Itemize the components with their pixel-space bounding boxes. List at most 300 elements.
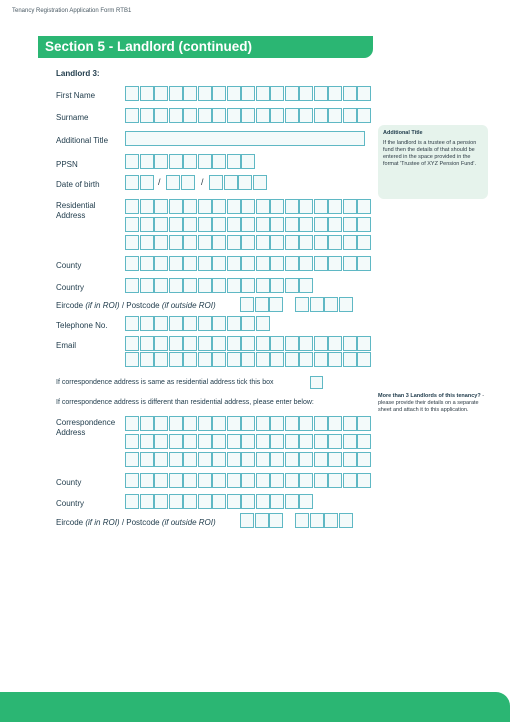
character-box[interactable]: [314, 434, 328, 449]
additional-title-field[interactable]: [125, 131, 365, 146]
character-box[interactable]: [183, 434, 197, 449]
character-box[interactable]: [256, 416, 270, 431]
character-box[interactable]: [357, 473, 371, 488]
character-box[interactable]: [125, 154, 139, 169]
character-box[interactable]: [328, 336, 342, 351]
character-box[interactable]: [328, 416, 342, 431]
character-box[interactable]: [270, 336, 284, 351]
character-box[interactable]: [241, 494, 255, 509]
character-box[interactable]: [357, 235, 371, 250]
character-box[interactable]: [212, 108, 226, 123]
character-box[interactable]: [270, 352, 284, 367]
character-box[interactable]: [314, 199, 328, 214]
character-box[interactable]: [256, 494, 270, 509]
character-box[interactable]: [154, 256, 168, 271]
character-box[interactable]: [140, 108, 154, 123]
character-box[interactable]: [299, 452, 313, 467]
character-box[interactable]: [154, 235, 168, 250]
character-box[interactable]: [285, 256, 299, 271]
character-box[interactable]: [270, 494, 284, 509]
character-box[interactable]: [154, 336, 168, 351]
character-box[interactable]: [209, 175, 223, 190]
correspondence-same-checkbox[interactable]: [310, 376, 323, 389]
character-box[interactable]: [241, 416, 255, 431]
character-box[interactable]: [256, 199, 270, 214]
character-box[interactable]: [125, 434, 139, 449]
character-box[interactable]: [357, 452, 371, 467]
character-box[interactable]: [328, 452, 342, 467]
character-box[interactable]: [183, 217, 197, 232]
character-box[interactable]: [183, 352, 197, 367]
character-box[interactable]: [256, 108, 270, 123]
character-box[interactable]: [154, 352, 168, 367]
county-field[interactable]: [125, 256, 372, 271]
character-box[interactable]: [227, 416, 241, 431]
character-box[interactable]: [227, 336, 241, 351]
character-box[interactable]: [212, 199, 226, 214]
character-box[interactable]: [241, 316, 255, 331]
character-box[interactable]: [256, 352, 270, 367]
character-box[interactable]: [299, 434, 313, 449]
character-box[interactable]: [357, 256, 371, 271]
correspondence-eircode-unique-field[interactable]: [295, 513, 353, 528]
character-box[interactable]: [227, 316, 241, 331]
character-box[interactable]: [357, 217, 371, 232]
character-box[interactable]: [183, 336, 197, 351]
character-box[interactable]: [212, 154, 226, 169]
character-box[interactable]: [198, 316, 212, 331]
character-box[interactable]: [270, 199, 284, 214]
character-box[interactable]: [299, 235, 313, 250]
character-box[interactable]: [125, 217, 139, 232]
character-box[interactable]: [285, 199, 299, 214]
correspondence-eircode-routing-field[interactable]: [240, 513, 284, 528]
dob-month-field[interactable]: [166, 175, 195, 190]
character-box[interactable]: [140, 473, 154, 488]
character-box[interactable]: [154, 473, 168, 488]
character-box[interactable]: [212, 473, 226, 488]
character-box[interactable]: [255, 297, 269, 312]
character-box[interactable]: [166, 175, 180, 190]
character-box[interactable]: [140, 217, 154, 232]
character-box[interactable]: [255, 513, 269, 528]
character-box[interactable]: [140, 416, 154, 431]
character-box[interactable]: [328, 434, 342, 449]
character-box[interactable]: [140, 154, 154, 169]
character-box[interactable]: [140, 86, 154, 101]
character-box[interactable]: [339, 513, 353, 528]
character-box[interactable]: [285, 452, 299, 467]
character-box[interactable]: [256, 278, 270, 293]
character-box[interactable]: [357, 199, 371, 214]
character-box[interactable]: [125, 235, 139, 250]
character-box[interactable]: [140, 352, 154, 367]
character-box[interactable]: [269, 297, 283, 312]
character-box[interactable]: [154, 278, 168, 293]
character-box[interactable]: [198, 86, 212, 101]
character-box[interactable]: [183, 108, 197, 123]
character-box[interactable]: [183, 278, 197, 293]
character-box[interactable]: [285, 416, 299, 431]
character-box[interactable]: [183, 199, 197, 214]
country-field[interactable]: [125, 278, 314, 293]
character-box[interactable]: [343, 256, 357, 271]
character-box[interactable]: [227, 352, 241, 367]
character-box[interactable]: [241, 199, 255, 214]
character-box[interactable]: [328, 235, 342, 250]
character-box[interactable]: [285, 494, 299, 509]
character-box[interactable]: [299, 416, 313, 431]
character-box[interactable]: [169, 199, 183, 214]
character-box[interactable]: [227, 154, 241, 169]
character-box[interactable]: [241, 86, 255, 101]
correspondence-county-field[interactable]: [125, 473, 372, 488]
character-box[interactable]: [256, 217, 270, 232]
character-box[interactable]: [314, 108, 328, 123]
character-box[interactable]: [125, 352, 139, 367]
character-box[interactable]: [328, 108, 342, 123]
character-box[interactable]: [357, 108, 371, 123]
character-box[interactable]: [183, 494, 197, 509]
character-box[interactable]: [227, 452, 241, 467]
eircode-unique-field[interactable]: [295, 297, 353, 312]
character-box[interactable]: [256, 235, 270, 250]
character-box[interactable]: [125, 336, 139, 351]
character-box[interactable]: [270, 108, 284, 123]
character-box[interactable]: [328, 199, 342, 214]
character-box[interactable]: [227, 278, 241, 293]
character-box[interactable]: [270, 452, 284, 467]
character-box[interactable]: [183, 316, 197, 331]
email-line1[interactable]: [125, 336, 372, 351]
character-box[interactable]: [169, 416, 183, 431]
character-box[interactable]: [241, 217, 255, 232]
character-box[interactable]: [125, 256, 139, 271]
character-box[interactable]: [154, 154, 168, 169]
character-box[interactable]: [270, 235, 284, 250]
character-box[interactable]: [285, 336, 299, 351]
character-box[interactable]: [169, 434, 183, 449]
character-box[interactable]: [343, 416, 357, 431]
character-box[interactable]: [227, 494, 241, 509]
character-box[interactable]: [357, 86, 371, 101]
character-box[interactable]: [240, 297, 254, 312]
character-box[interactable]: [295, 513, 309, 528]
character-box[interactable]: [285, 473, 299, 488]
character-box[interactable]: [270, 256, 284, 271]
character-box[interactable]: [154, 316, 168, 331]
character-box[interactable]: [154, 494, 168, 509]
character-box[interactable]: [212, 217, 226, 232]
character-box[interactable]: [125, 199, 139, 214]
character-box[interactable]: [140, 494, 154, 509]
character-box[interactable]: [328, 256, 342, 271]
character-box[interactable]: [241, 256, 255, 271]
character-box[interactable]: [314, 86, 328, 101]
residential-address-line2[interactable]: [125, 217, 372, 232]
character-box[interactable]: [212, 256, 226, 271]
email-line2[interactable]: [125, 352, 372, 367]
character-box[interactable]: [343, 434, 357, 449]
character-box[interactable]: [227, 108, 241, 123]
character-box[interactable]: [357, 416, 371, 431]
character-box[interactable]: [299, 217, 313, 232]
character-box[interactable]: [299, 199, 313, 214]
character-box[interactable]: [343, 108, 357, 123]
character-box[interactable]: [343, 452, 357, 467]
character-box[interactable]: [256, 86, 270, 101]
residential-address-line1[interactable]: [125, 199, 372, 214]
correspondence-address-line2[interactable]: [125, 434, 372, 449]
character-box[interactable]: [299, 108, 313, 123]
character-box[interactable]: [357, 336, 371, 351]
character-box[interactable]: [241, 278, 255, 293]
character-box[interactable]: [310, 297, 324, 312]
character-box[interactable]: [241, 352, 255, 367]
residential-address-line3[interactable]: [125, 235, 372, 250]
surname-field[interactable]: [125, 108, 372, 123]
character-box[interactable]: [125, 175, 139, 190]
character-box[interactable]: [314, 416, 328, 431]
dob-year-field[interactable]: [209, 175, 267, 190]
character-box[interactable]: [314, 336, 328, 351]
character-box[interactable]: [299, 494, 313, 509]
character-box[interactable]: [227, 199, 241, 214]
character-box[interactable]: [154, 452, 168, 467]
character-box[interactable]: [125, 86, 139, 101]
character-box[interactable]: [154, 86, 168, 101]
character-box[interactable]: [328, 473, 342, 488]
character-box[interactable]: [183, 154, 197, 169]
character-box[interactable]: [241, 434, 255, 449]
ppsn-field[interactable]: [125, 154, 256, 169]
character-box[interactable]: [140, 452, 154, 467]
character-box[interactable]: [241, 235, 255, 250]
character-box[interactable]: [299, 352, 313, 367]
character-box[interactable]: [212, 336, 226, 351]
character-box[interactable]: [125, 473, 139, 488]
character-box[interactable]: [241, 154, 255, 169]
character-box[interactable]: [324, 513, 338, 528]
character-box[interactable]: [169, 108, 183, 123]
character-box[interactable]: [140, 278, 154, 293]
character-box[interactable]: [169, 217, 183, 232]
character-box[interactable]: [140, 256, 154, 271]
correspondence-address-line3[interactable]: [125, 452, 372, 467]
character-box[interactable]: [140, 199, 154, 214]
character-box[interactable]: [270, 434, 284, 449]
character-box[interactable]: [125, 316, 139, 331]
character-box[interactable]: [256, 256, 270, 271]
character-box[interactable]: [269, 513, 283, 528]
character-box[interactable]: [198, 416, 212, 431]
telephone-field[interactable]: [125, 316, 270, 331]
character-box[interactable]: [169, 452, 183, 467]
character-box[interactable]: [212, 86, 226, 101]
character-box[interactable]: [154, 199, 168, 214]
character-box[interactable]: [125, 108, 139, 123]
character-box[interactable]: [183, 452, 197, 467]
character-box[interactable]: [181, 175, 195, 190]
character-box[interactable]: [241, 452, 255, 467]
character-box[interactable]: [238, 175, 252, 190]
character-box[interactable]: [357, 352, 371, 367]
character-box[interactable]: [270, 278, 284, 293]
character-box[interactable]: [169, 256, 183, 271]
character-box[interactable]: [212, 494, 226, 509]
character-box[interactable]: [198, 199, 212, 214]
character-box[interactable]: [169, 154, 183, 169]
character-box[interactable]: [256, 336, 270, 351]
character-box[interactable]: [343, 217, 357, 232]
character-box[interactable]: [328, 86, 342, 101]
character-box[interactable]: [270, 86, 284, 101]
character-box[interactable]: [241, 108, 255, 123]
character-box[interactable]: [198, 217, 212, 232]
correspondence-address-line1[interactable]: [125, 416, 372, 431]
character-box[interactable]: [357, 434, 371, 449]
character-box[interactable]: [299, 336, 313, 351]
character-box[interactable]: [212, 235, 226, 250]
character-box[interactable]: [299, 256, 313, 271]
character-box[interactable]: [227, 473, 241, 488]
character-box[interactable]: [183, 256, 197, 271]
eircode-label-text: Eircode: [56, 301, 86, 310]
character-box[interactable]: [285, 108, 299, 123]
character-box[interactable]: [241, 473, 255, 488]
character-box[interactable]: [256, 316, 270, 331]
character-box[interactable]: [169, 278, 183, 293]
character-box[interactable]: [285, 217, 299, 232]
eircode-routing-field[interactable]: [240, 297, 284, 312]
character-box[interactable]: [328, 352, 342, 367]
character-box[interactable]: [299, 473, 313, 488]
character-box[interactable]: [198, 256, 212, 271]
character-box[interactable]: [285, 352, 299, 367]
character-box[interactable]: [241, 336, 255, 351]
character-box[interactable]: [183, 235, 197, 250]
character-box[interactable]: [198, 473, 212, 488]
character-box[interactable]: [169, 473, 183, 488]
character-box[interactable]: [169, 494, 183, 509]
character-box[interactable]: [227, 235, 241, 250]
character-box[interactable]: [314, 473, 328, 488]
character-box[interactable]: [343, 336, 357, 351]
character-box[interactable]: [310, 513, 324, 528]
character-box[interactable]: [240, 513, 254, 528]
character-box[interactable]: [212, 434, 226, 449]
character-box[interactable]: [140, 336, 154, 351]
character-box[interactable]: [140, 434, 154, 449]
character-box[interactable]: [154, 217, 168, 232]
character-box[interactable]: [285, 235, 299, 250]
character-box[interactable]: [198, 494, 212, 509]
character-box[interactable]: [314, 235, 328, 250]
character-box[interactable]: [285, 86, 299, 101]
character-box[interactable]: [343, 473, 357, 488]
character-box[interactable]: [198, 235, 212, 250]
correspondence-country-field[interactable]: [125, 494, 314, 509]
character-box[interactable]: [169, 235, 183, 250]
character-box[interactable]: [154, 434, 168, 449]
character-box[interactable]: [198, 434, 212, 449]
character-box[interactable]: [227, 86, 241, 101]
character-box[interactable]: [343, 352, 357, 367]
character-box[interactable]: [198, 336, 212, 351]
character-box[interactable]: [270, 416, 284, 431]
character-box[interactable]: [198, 352, 212, 367]
character-box[interactable]: [328, 217, 342, 232]
character-box[interactable]: [140, 316, 154, 331]
character-box[interactable]: [125, 416, 139, 431]
character-box[interactable]: [324, 297, 338, 312]
character-box[interactable]: [253, 175, 267, 190]
dob-label: Date of birth: [56, 180, 100, 189]
character-box[interactable]: [140, 235, 154, 250]
footer-band: [0, 692, 510, 722]
character-box[interactable]: [339, 297, 353, 312]
residential-address-label-line2: Address: [56, 211, 86, 220]
character-box[interactable]: [198, 278, 212, 293]
character-box[interactable]: [198, 154, 212, 169]
character-box[interactable]: [299, 86, 313, 101]
character-box[interactable]: [183, 416, 197, 431]
character-box[interactable]: [169, 336, 183, 351]
character-box[interactable]: [198, 452, 212, 467]
character-box[interactable]: [125, 494, 139, 509]
character-box[interactable]: [125, 452, 139, 467]
character-box[interactable]: [227, 434, 241, 449]
character-box[interactable]: [314, 256, 328, 271]
character-box[interactable]: [299, 278, 313, 293]
character-box[interactable]: [285, 278, 299, 293]
character-box[interactable]: [256, 473, 270, 488]
character-box[interactable]: [343, 86, 357, 101]
character-box[interactable]: [270, 473, 284, 488]
character-box[interactable]: [125, 278, 139, 293]
character-box[interactable]: [285, 434, 299, 449]
character-box[interactable]: [256, 434, 270, 449]
first-name-field[interactable]: [125, 86, 372, 101]
character-box[interactable]: [227, 256, 241, 271]
character-box[interactable]: [212, 278, 226, 293]
character-box[interactable]: [295, 297, 309, 312]
character-box[interactable]: [212, 416, 226, 431]
character-box[interactable]: [183, 473, 197, 488]
character-box[interactable]: [183, 86, 197, 101]
character-box[interactable]: [343, 235, 357, 250]
character-box[interactable]: [212, 316, 226, 331]
character-box[interactable]: [270, 217, 284, 232]
character-box[interactable]: [224, 175, 238, 190]
character-box[interactable]: [169, 352, 183, 367]
character-box[interactable]: [169, 86, 183, 101]
character-box[interactable]: [198, 108, 212, 123]
character-box[interactable]: [212, 352, 226, 367]
character-box[interactable]: [169, 316, 183, 331]
character-box[interactable]: [227, 217, 241, 232]
dob-day-field[interactable]: [125, 175, 154, 190]
character-box[interactable]: [314, 452, 328, 467]
character-box[interactable]: [343, 199, 357, 214]
character-box[interactable]: [140, 175, 154, 190]
character-box[interactable]: [314, 352, 328, 367]
character-box[interactable]: [314, 217, 328, 232]
character-box[interactable]: [154, 108, 168, 123]
character-box[interactable]: [212, 452, 226, 467]
character-box[interactable]: [154, 416, 168, 431]
character-box[interactable]: [256, 452, 270, 467]
